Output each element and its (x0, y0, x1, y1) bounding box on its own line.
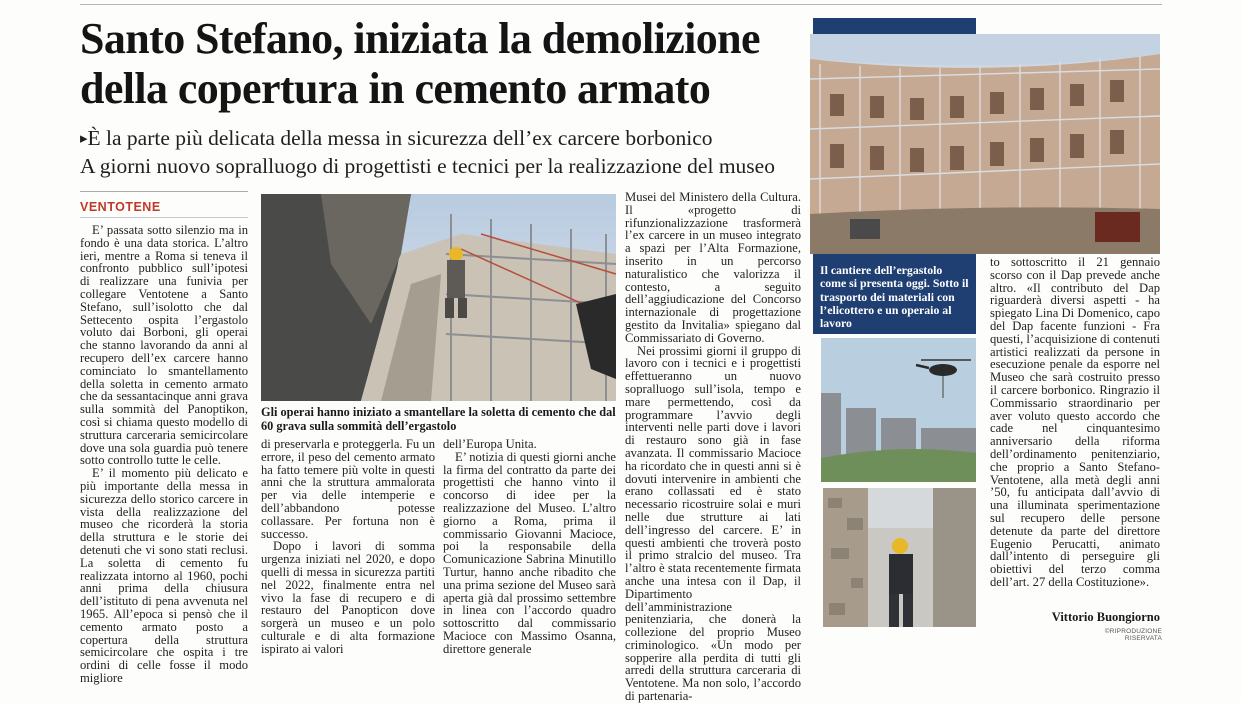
paragraph: to sottoscritto il 21 gennaio scorso con il Dap prevede anche altro. «Il contributo del Dap riguarderà diversi aspetti - ha spiegato Lina Di Domenico, capo del Dap facente funzioni - Fra questi, l’acquisizione di contenuti artistici realizzati da persone in esecuzione penale da esporre nel Museo che sarà costruito presso il carcere borbonico. Ringrazio il Commissario straordinario per aver voluto questo accordo che cade nel cinquantesimo anniversario della riforma dell’ordinamento penitenziario, che proprio a Santo Stefano-Ventotene, alla metà degli anni ’50, fu anticipata dall’avvio di una illuminata sperimentazione sul recupero delle persone detenute da parte del direttore Eugenio Perucatti, animato dall’intento di perseguire gli obiettivi del terzo comma dell’art. 27 della Costituzione». (990, 255, 1160, 589)
photo-worker (823, 488, 976, 627)
kicker-location: VENTOTENE (80, 200, 161, 214)
headline (80, 14, 805, 114)
paragraph: dell’Europa Unita. (443, 437, 537, 451)
photo-box-caption: Il cantiere dell’ergastolo come si presenta oggi. Sotto il trasporto dei materiali con l’elicottero e un operaio al lavoro (820, 263, 969, 331)
body-column-3 (443, 437, 616, 656)
subheadline (80, 125, 810, 180)
photo-panopticon-scaffolding (810, 34, 1160, 254)
headline-line: della copertura in cemento armato (80, 64, 711, 113)
photo-helicopter (821, 338, 976, 482)
body-column-1 (80, 223, 248, 685)
triangle-bullet-icon: ▸ (80, 131, 88, 147)
photo-caption: Gli operai hanno iniziato a smantellare la soletta di cemento che dal 60 grava sulla sommità dell’ergastolo (261, 405, 616, 433)
paragraph: di preservarla e proteggerla. Fu un errore, il peso del cemento armato ha fatto temere più volte in questi anni che la struttura ammalorata per via delle intemperie e dell’abbandono potesse collassare. Per fortuna non è successo. (261, 437, 435, 541)
paragraph: E’ passata sotto silenzio ma in fondo è una data storica. L’altro ieri, mentre a Roma si teneva il confronto pubblico sull’ipotesi di realizzare una funivia per collegare Ventotene a Santo Stefano, sull’isolotto che dal Settecento ospita l’ergastolo voluto dai Borboni, gli operai che stanno lavorando da anni al recupero dell’ex carcere hanno cominciato lo smantellamento della soletta in cemento armato che da sessantacinque anni grava sulla sommità del Panoptikon, così si chiama questo modello di struttura carceraria semicircolare dove una sola guardia può tenere sotto controllo tutte le celle. (80, 223, 248, 468)
kicker-rule (80, 191, 248, 192)
paragraph: Nei prossimi giorni il gruppo di lavoro con i tecnici e i progettisti effettueranno un nuovo sopralluogo sull’isola, tempo e mare permettendo, così da programmare l’avvio degli interventi nelle parti dove i lavori di restauro sono già in fase avanzata. Il commissario Macioce ha ricordato che in questi anni si è dovuti intervenire in ambienti che erano collassati ed è stato necessario ricostruire solai e muri nelle due strutture ai lati dell’ingresso del carcere. E’ in questi ambienti che troverà posto il primo stralcio del museo. Tra l’altro è stata recentemente firmata anche una intesa con il Dap, il Dipartimento dell’amministrazione penitenziaria, che donerà la collezione del proprio Museo criminologico. «Un modo per sopperire alla perdita di tutti gli arredi della struttura carceraria di Ventotene. Ma non solo, l’accordo di partenaria- (625, 343, 801, 703)
kicker-underline (80, 217, 248, 218)
body-column-4 (625, 190, 801, 703)
paragraph: E’ notizia di questi giorni anche la firma del contratto da parte dei progettisti che hanno vinto il concorso di idee per la realizzazione del Museo. L’altro giorno a Roma, prima il commissario Giovanni Macioce, poi la responsabile della Comunicazione Sabrina Minutillo Turtur, hanno anche ribadito che una prima sezione del Museo sarà aperta già dal prossimo settembre in linea con l’accordo quadro sottoscritto dal commissario Macioce con Massimo Osanna, direttore generale (443, 449, 616, 656)
paragraph: Musei del Ministero della Cultura. Il «progetto di rifunzionalizzazione trasformerà l’ex carcere in un museo integrato a spazi per l’Alta Formazione, inserito in un percorso naturalistico che valorizza il contesto, a seguito dell’aggiudicazione del Concorso internazionale di progettazione gestito da Invitalia» spiegano dal Commissariato di Governo. (625, 190, 801, 345)
top-rule (80, 4, 1162, 5)
photo-workers-roof (261, 194, 616, 401)
body-column-5 (990, 256, 1160, 606)
deck-line: A giorni nuovo sopralluogo di progettisti e tecnici per la realizzazione del museo (80, 154, 775, 178)
paragraph: Dopo i lavori di somma urgenza iniziati nel 2020, e dopo quelli di messa in sicurezza partiti nel 2022, finalmente entra nel vivo la fase di recupero e di restauro del Panopticon dove sorgerà un museo e un polo culturale e di alta formazione ispirato ai valori (261, 539, 435, 656)
body-column-2 (261, 437, 435, 656)
copyright-note: ©RIPRODUZIONE RISERVATA (1104, 628, 1162, 642)
paragraph: E’ il momento più delicato e più importante della messa in sicurezza dello storico carcere in vista della realizzazione del museo che ricorderà la storia della struttura e le storie dei detenuti che vi sono stati reclusi. La soletta di cemento fu realizzata intorno al 1960, pochi anni prima della chiusura dell’istituto di pena avvenuta nel 1965. All’epoca si pensò che il cemento armato posto a copertura della struttura semicircolare che ospita i tre ordini di celle fosse il modo migliore (80, 466, 248, 685)
deck-line: ▸È la parte più delicata della messa in sicurezza dell’ex carcere borbonico (80, 126, 713, 150)
headline-line: Santo Stefano, iniziata la demolizione (80, 14, 760, 63)
byline: Vittorio Buongiorno (1051, 610, 1160, 624)
